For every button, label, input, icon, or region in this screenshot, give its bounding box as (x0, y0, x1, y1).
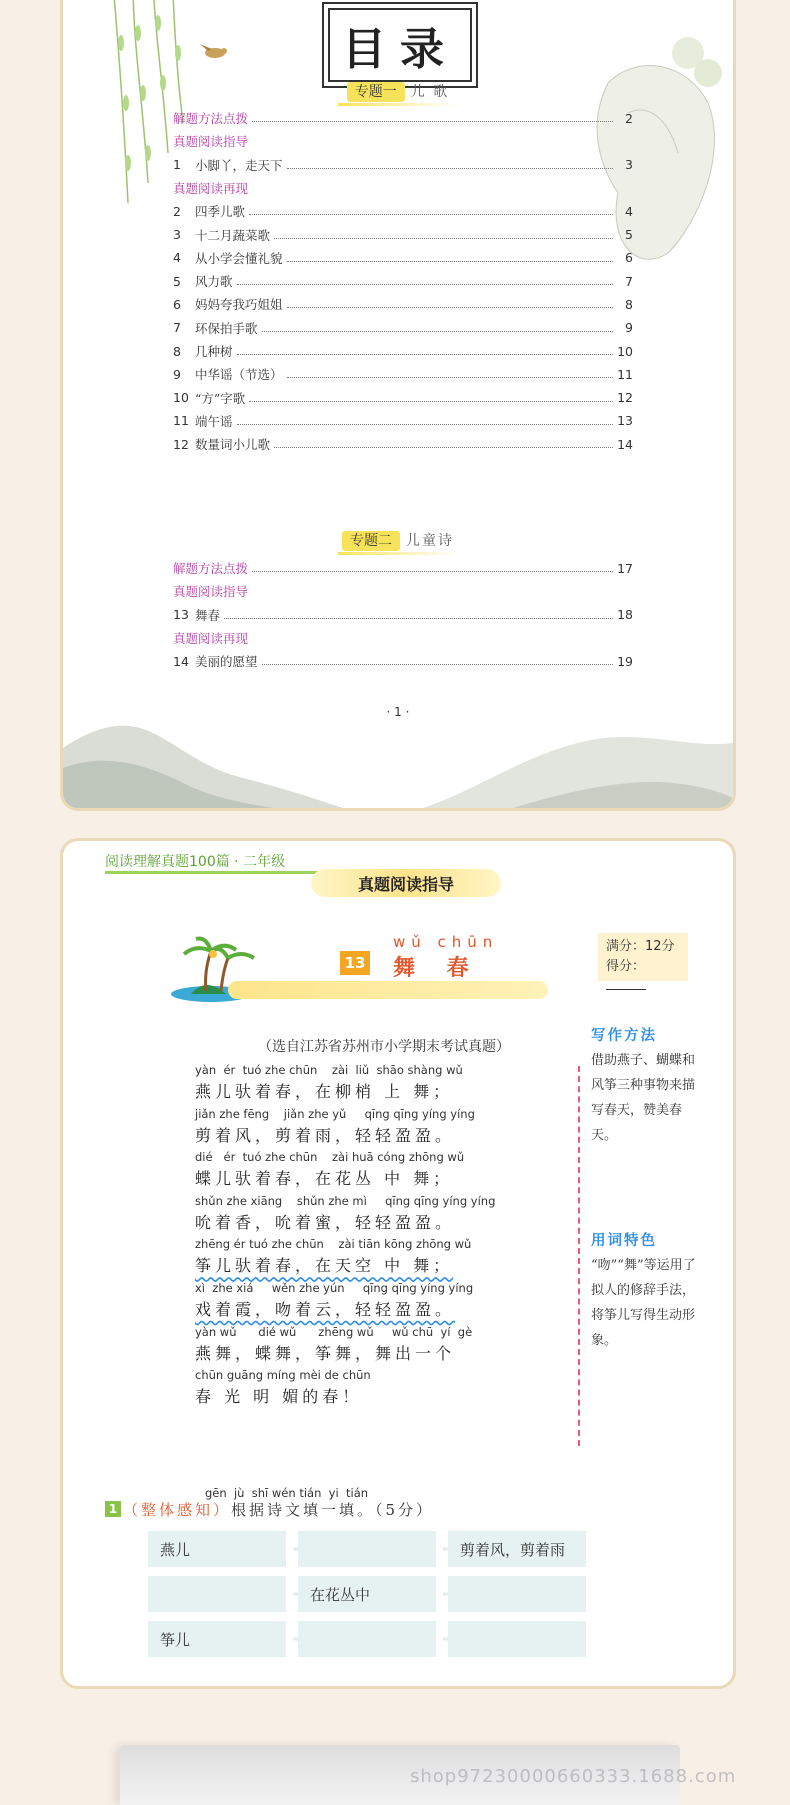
fill-cell: 燕儿 (148, 1531, 286, 1567)
fill-cell[interactable] (298, 1621, 436, 1657)
toc-entry-row[interactable] (173, 341, 633, 361)
toc-entry-number: 11 (173, 413, 189, 429)
topic-label: 儿童诗 (406, 533, 454, 549)
toc-entry-page: 17 (617, 560, 633, 576)
topic-tag: 专题二 (342, 531, 400, 551)
toc-entry-row[interactable] (173, 271, 633, 291)
toc-entry-number: 10 (173, 390, 189, 406)
toc-entry-page: 8 (625, 296, 633, 312)
toc-section-row[interactable] (173, 581, 633, 601)
poem-text: 戏着霞，吻着云，轻轻盈盈。 (195, 1300, 456, 1319)
toc-entry-title: 中华谣（节选） (195, 367, 283, 383)
poem-pinyin: yàn ér tuó zhe chūn zài liǔ shāo shàng wǔ (195, 1063, 463, 1077)
poem-pinyin: dié ér tuó zhe chūn zài huā cóng zhōng wǔ (195, 1150, 465, 1165)
note-text-writing: 借助燕子、蝴蝶和风筝三种事物来描写春天，赞美春天。 (591, 1053, 696, 1143)
toc-entry-row[interactable] (173, 155, 633, 175)
poem-line (195, 1107, 525, 1146)
toc-entry-title: 真题阅读再现 (173, 630, 249, 646)
fill-cell[interactable] (298, 1531, 436, 1567)
toc-entry-number: 4 (173, 250, 181, 266)
toc-entry-page: 9 (625, 320, 633, 336)
poem-source: （选自江苏省苏州市小学期末考试真题） (258, 1039, 510, 1055)
toc-entry-title: 舞春 (195, 607, 221, 623)
toc-section-row[interactable] (173, 131, 633, 151)
toc-section-row[interactable] (173, 178, 633, 198)
poem-text: 燕儿驮着春，在柳梢 上 舞； (195, 1082, 454, 1101)
toc-entry-number: 6 (173, 296, 181, 312)
toc-entry-title: 从小学会懂礼貌 (195, 250, 283, 266)
poem-line (195, 1150, 525, 1189)
toc-entry-page: 13 (617, 413, 633, 429)
poem-pinyin: xì zhe xiá wěn zhe yún qīng qīng yíng yíng (195, 1281, 474, 1295)
toc-entry-page: 12 (617, 390, 633, 406)
section-banner: 真题阅读指导 (311, 869, 501, 897)
poem-line (195, 1194, 525, 1233)
toc-entry-title: 小脚丫，走天下 (195, 157, 283, 173)
toc-entry-title: 美丽的愿望 (195, 654, 258, 670)
toc-entry-title: 几种树 (195, 344, 233, 359)
toc-entry-title: 解题方法点拨 (173, 561, 249, 576)
toc-entry-title: 十二月蔬菜歌 (195, 227, 271, 243)
question-pinyin: gēn jù shī wén tián yi tián (205, 1486, 369, 1500)
fill-cell: 筝儿 (148, 1621, 286, 1657)
toc-entry-title: 解题方法点拨 (173, 111, 249, 126)
poem-text: 筝儿驮着春，在天空 中 舞； (195, 1256, 454, 1276)
poem-line (195, 1063, 525, 1102)
toc-entry-row[interactable] (173, 201, 633, 221)
toc-entry-page: 19 (617, 653, 633, 669)
toc-entry-page: 7 (625, 273, 633, 289)
toc-entry-page: 11 (617, 366, 633, 382)
question-number: 1 (105, 1501, 121, 1517)
toc-page (60, 0, 736, 811)
poem-pinyin: shǔn zhe xiāng shǔn zhe mì qīng qīng yíng yíng (195, 1193, 496, 1208)
toc-entry-number: 7 (173, 320, 181, 336)
toc-entry-title: 环保拍手歌 (195, 320, 258, 336)
toc-entry-row[interactable] (173, 318, 633, 338)
lesson-number-badge: 13 (340, 951, 370, 975)
poem-pinyin: jiǎn zhe fēng jiǎn zhe yǔ qīng qīng yíng yíng (195, 1106, 475, 1121)
question-text (123, 1499, 434, 1520)
toc-entry-number: 3 (173, 227, 181, 242)
toc-entry-row[interactable] (173, 294, 633, 314)
toc-entry-number: 8 (173, 343, 181, 359)
toc-entry-title: 风力歌 (195, 274, 233, 290)
toc-entry-row[interactable] (173, 248, 633, 268)
toc-entry-title: 真题阅读指导 (173, 134, 249, 150)
poem-text: 剪着风，剪着雨，轻轻盈盈。 (195, 1125, 456, 1145)
poem-pinyin: chūn guāng míng mèi de chūn (195, 1368, 371, 1383)
question-prompt: 根据诗文填一填。（5分） (231, 1501, 435, 1519)
lesson-title: 舞 春 (393, 955, 481, 981)
toc-entry-row[interactable] (173, 434, 633, 454)
toc-entry-page: 5 (625, 227, 633, 242)
toc-entry-number: 2 (173, 203, 181, 219)
score-blank[interactable] (606, 977, 646, 990)
poem-text: 燕舞，蝶舞，筝舞，舞出一个 (195, 1343, 456, 1363)
series-label: 阅读理解真题100篇 · 二年级 (105, 854, 286, 870)
lesson-title-pinyin: wǔ chūn (393, 933, 499, 951)
toc-entry-number: 5 (173, 273, 181, 289)
toc-section-row[interactable] (173, 558, 633, 578)
toc-entry-row[interactable] (173, 651, 633, 671)
toc-entry-page: 14 (617, 436, 633, 452)
poem-line (195, 1325, 525, 1364)
poem-pinyin: yàn wǔ dié wǔ zhēng wǔ wǔ chū yí gè (195, 1324, 473, 1339)
fill-cell: 剪着风，剪着雨 (448, 1531, 586, 1567)
toc-entry-row[interactable] (173, 225, 633, 245)
topic-tag: 专题一 (347, 82, 405, 102)
toc-section-row[interactable] (173, 108, 633, 128)
score-label: 得分： (606, 959, 646, 974)
toc-entry-title: 真题阅读再现 (173, 180, 249, 196)
toc-entry-number: 13 (173, 607, 189, 623)
toc-entry-title: “方”字歌 (195, 390, 246, 406)
watermark: shop97230000660333.1688.com (410, 1766, 737, 1787)
topic-header-1 (63, 81, 733, 106)
poem-line (195, 1368, 525, 1407)
poem-text: 春 光 明 媚的春！ (195, 1387, 363, 1407)
toc-entry-number: 14 (173, 653, 189, 669)
toc-entry-number: 9 (173, 366, 181, 382)
toc-entry-number: 12 (173, 436, 189, 452)
poem-text: 吮着香，吮着蜜，轻轻盈盈。 (195, 1212, 456, 1232)
fill-cell[interactable] (448, 1621, 586, 1657)
topic-header-2 (63, 530, 733, 555)
fill-cell[interactable] (148, 1576, 286, 1612)
toc-entry-title: 端午谣 (195, 413, 233, 429)
question-category: （整体感知） (123, 1501, 232, 1519)
topic-label: 儿 歌 (410, 84, 450, 100)
toc-entry-page: 18 (617, 607, 633, 623)
toc-entry-row[interactable] (173, 605, 633, 625)
mountain-decoration (63, 708, 733, 808)
toc-title: 目录 (328, 8, 472, 82)
note-text-words: “吻”“舞”等运用了拟人的修辞手法，将筝儿写得生动形象。 (591, 1258, 696, 1348)
toc-entry-row[interactable] (173, 364, 633, 384)
poem-line (195, 1237, 525, 1276)
poem-text: 蝶儿驮着春，在花丛 中 舞； (195, 1169, 454, 1189)
toc-entry-title: 真题阅读指导 (173, 584, 249, 600)
lesson-page (60, 838, 736, 1689)
toc-entry-page: 6 (625, 250, 633, 266)
score-box (598, 933, 688, 981)
toc-entry-row[interactable] (173, 388, 633, 408)
full-score: 满分：12分 (606, 939, 675, 954)
note-heading-writing: 写作方法 (591, 1028, 657, 1044)
toc-entry-title: 四季儿歌 (195, 204, 246, 220)
toc-entry-title: 妈妈夸我巧姐姐 (195, 297, 283, 313)
toc-section-row[interactable] (173, 628, 633, 648)
toc-entry-page: 3 (625, 157, 633, 173)
page-number: · 1 · (386, 705, 410, 719)
fill-cell: 在花丛中 (298, 1576, 436, 1612)
poem-line (195, 1281, 525, 1320)
toc-entry-number: 1 (173, 157, 181, 173)
poem-pinyin: zhēng ér tuó zhe chūn zài tiān kōng zhōng wǔ (195, 1237, 472, 1252)
note-heading-words: 用词特色 (591, 1233, 657, 1249)
toc-entry-page: 4 (625, 203, 633, 219)
fill-cell[interactable] (448, 1576, 586, 1612)
bird-icon (198, 41, 233, 63)
toc-entry-title: 数量词小儿歌 (195, 437, 271, 453)
toc-entry-page: 10 (617, 343, 633, 359)
toc-entry-row[interactable] (173, 411, 633, 431)
toc-entry-page: 2 (625, 110, 633, 126)
